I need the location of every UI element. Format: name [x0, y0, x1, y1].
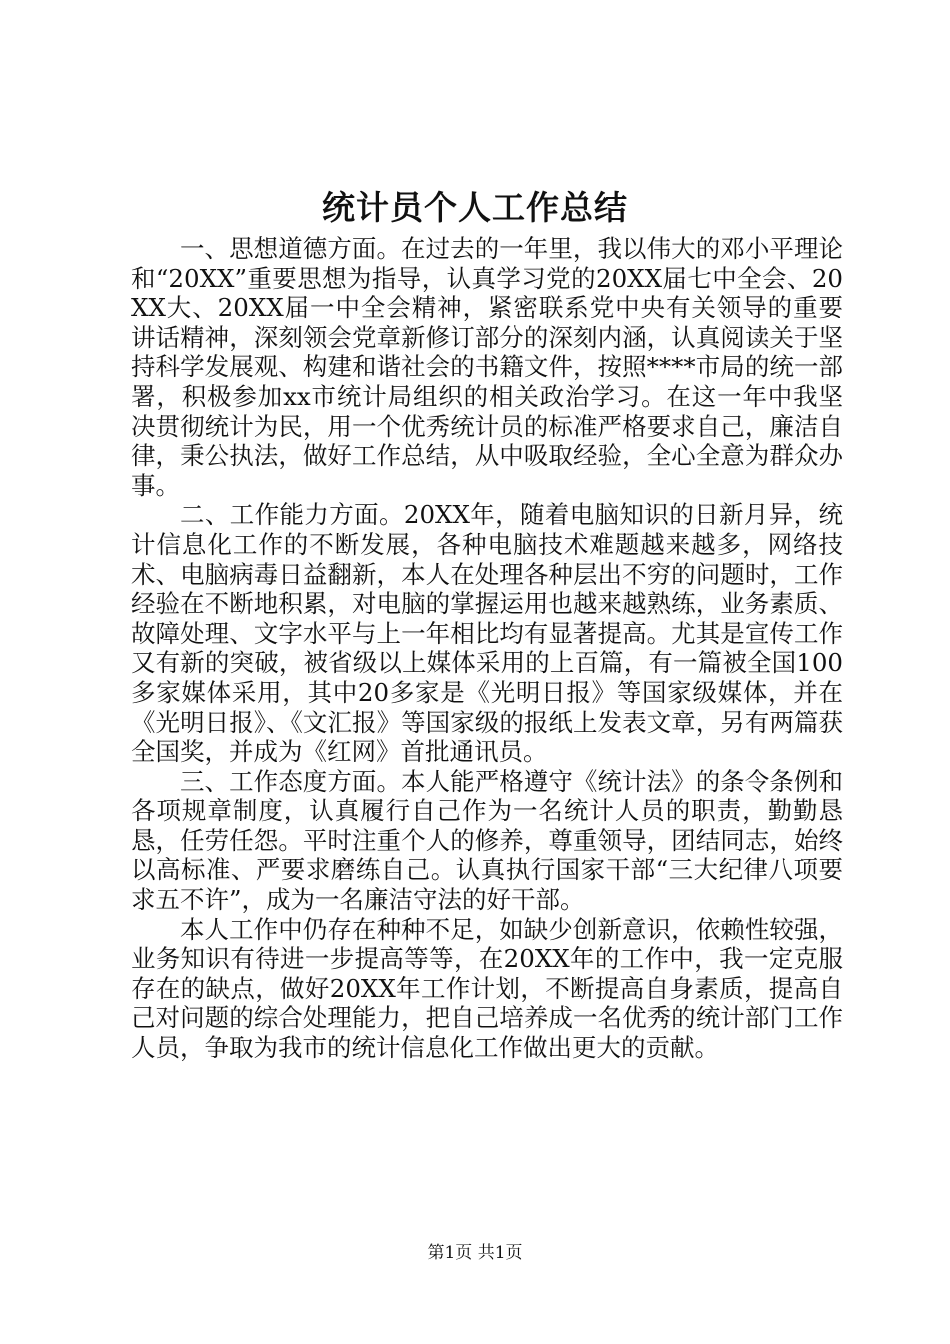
paragraph-attitude: 三、工作态度方面。本人能严格遵守《统计法》的条令条例和各项规章制度，认真履行自己作为一名统计人员的职责，勤勤恳恳，任劳任怨。平时注重个人的修养，尊重领导，团结同志，始终以高标准、严要求磨练自己。认真执行国家干部“三大纪律八项要求五不许”，成为一名廉洁守法的好干部。 [131, 766, 843, 915]
document-body [131, 234, 843, 1063]
paragraph-shortcomings: 本人工作中仍存在种种不足，如缺少创新意识，依赖性较强，业务知识有待进一步提高等等，在20XX年的工作中，我一定克服存在的缺点，做好20XX年工作计划，不断提高自身素质，提高自己对问题的综合处理能力，把自己培养成一名优秀的统计部门工作人员，争取为我市的统计信息化工作做出更大的贡献。 [131, 914, 843, 1063]
document-title: 统计员个人工作总结 [322, 188, 628, 227]
page-number-footer: 第1页 共1页 [427, 1243, 523, 1263]
paragraph-ability: 二、工作能力方面。20XX年，随着电脑知识的日新月异，统计信息化工作的不断发展，各种电脑技术难题越来越多，网络技术、电脑病毒日益翻新，本人在处理各种层出不穷的问题时，工作经验在不断地积累，对电脑的掌握运用也越来越熟练，业务素质、故障处理、文字水平与上一年相比均有显著提高。尤其是宣传工作又有新的突破，被省级以上媒体采用的上百篇，有一篇被全国100多家媒体采用，其中20多家是《光明日报》等国家级媒体，并在《光明日报》、《文汇报》等国家级的报纸上发表文章，另有两篇获全国奖，并成为《红网》首批通讯员。 [131, 500, 843, 767]
paragraph-moral: 一、思想道德方面。在过去的一年里，我以伟大的邓小平理论和“20XX”重要思想为指导，认真学习党的20XX届七中全会、20XX大、20XX届一中全会精神，紧密联系党中央有关领导的重要讲话精神，深刻领会党章新修订部分的深刻内涵，认真阅读关于坚持科学发展观、构建和谐社会的书籍文件，按照****市局的统一部署，积极参加xx市统计局组织的相关政治学习。在这一年中我坚决贯彻统计为民，用一个优秀统计员的标准严格要求自己，廉洁自律，秉公执法，做好工作总结，从中吸取经验，全心全意为群众办事。 [131, 234, 843, 500]
